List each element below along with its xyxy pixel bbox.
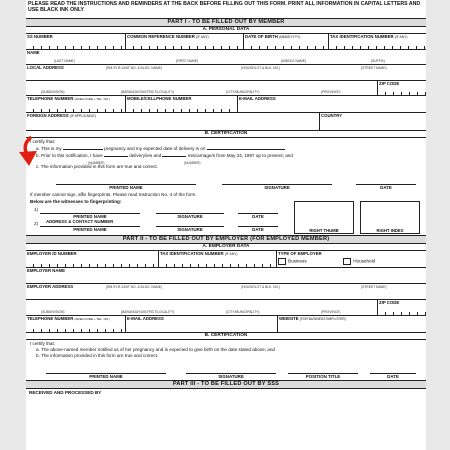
house-caption: (HOUSE/LOT & BLK. NO.): [241, 66, 281, 70]
employer-telephone-hint: (AREA CODE + TEL. NO.): [74, 317, 110, 321]
dob-label: DATE OF BIRTH: [245, 34, 278, 39]
witness-2-signature[interactable]: SIGNATURE: [156, 226, 224, 232]
contact-row: [26, 96, 426, 113]
employer-address-field[interactable]: [26, 284, 426, 299]
mobile-field[interactable]: [126, 96, 238, 112]
ss-number-boxes: [26, 46, 125, 49]
pregnancy-number-blank[interactable]: [63, 145, 103, 150]
line-a-end: pregnancy and my expected date of delivery is on: [104, 146, 206, 151]
household-checkbox[interactable]: [343, 258, 351, 265]
line-b-end: miscarriage/s from May 24, 1997 up to present; and: [187, 153, 293, 158]
witness-1-signature[interactable]: SIGNATURE: [156, 213, 224, 219]
employer-tin-label: TAX IDENTIFICATION NUMBER: [160, 251, 224, 256]
last-name-caption: (LAST NAME): [54, 59, 75, 63]
employer-type-options: [278, 258, 425, 265]
employer-rm-flr-caption: (RM./FLR./UNIT NO. & BLDG. NAME): [106, 285, 162, 289]
common-reference-field[interactable]: [126, 34, 244, 49]
employer-website-label: WEBSITE: [279, 316, 299, 321]
name-label: NAME: [27, 50, 40, 55]
employer-website-hint: (FOR BUSINESS EMPLOYER): [299, 317, 346, 321]
employer-signature-line[interactable]: SIGNATURE: [186, 373, 276, 379]
employer-email-field[interactable]: [126, 316, 278, 332]
date-of-birth-field[interactable]: [244, 34, 329, 49]
local-address-row[interactable]: [26, 65, 426, 81]
city-caption: (CITY/MUNICIPALITY): [226, 90, 260, 94]
part1-title: PART I - TO BE FILLED OUT BY MEMBER: [26, 18, 426, 27]
mobile-label: MOBILE/CELLPHONE NUMBER: [127, 96, 192, 101]
employer-name-row[interactable]: [26, 268, 426, 284]
local-address-label: LOCAL ADDRESS: [27, 65, 64, 70]
tin-field[interactable]: [329, 34, 426, 49]
employer-position-line[interactable]: POSITION TITLE: [288, 373, 358, 379]
telephone-field[interactable]: [26, 96, 126, 112]
employer-zip-label: ZIP CODE: [379, 300, 400, 305]
employer-address-field-2[interactable]: [26, 300, 378, 315]
middle-name-caption: (MIDDLE NAME): [281, 59, 307, 63]
business-label: Business: [288, 258, 307, 264]
deliveries-blank[interactable]: [104, 152, 128, 157]
household-label: Household: [353, 258, 376, 264]
employer-id-boxes: [26, 264, 158, 267]
employer-certify-text: I certify that:: [30, 341, 56, 346]
country-label: COUNTRY: [321, 113, 343, 118]
employer-house-caption: (HOUSE/LOT & BLK. NO.): [241, 285, 281, 289]
certify-text: I certify that:: [30, 139, 56, 144]
employer-id-field[interactable]: [26, 251, 159, 267]
date-line[interactable]: DATE: [356, 184, 416, 190]
common-reference-label: COMMON REFERENCE NUMBER: [127, 34, 195, 39]
employer-data-title: A. EMPLOYER DATA: [26, 244, 426, 251]
telephone-label: TELEPHONE NUMBER: [27, 96, 74, 101]
foreign-address-row: [26, 113, 426, 131]
employer-street-caption: (STREET NAME): [361, 285, 387, 289]
country-field[interactable]: [320, 113, 426, 130]
received-processed-label: RECEIVED AND PROCESSED BY: [29, 390, 102, 395]
certification-line-b: [26, 152, 426, 159]
witness-2-date[interactable]: DATE: [238, 226, 278, 232]
barangay-caption: (BARANGAY/DISTRICT/LOCALITY): [121, 90, 175, 94]
common-reference-boxes: [126, 46, 243, 49]
number-caption-2: (NUMBER): [184, 161, 201, 165]
employer-city-caption: (CITY/MUNICIPALITY): [226, 310, 260, 314]
dob-boxes: [244, 46, 328, 49]
foreign-address-field[interactable]: [26, 113, 320, 130]
witness-1-number: 1): [34, 207, 39, 212]
local-address-row-2[interactable]: [26, 81, 426, 96]
witnesses-text: Below are the witnesses to fingerprinting:: [30, 199, 122, 204]
employer-address-row[interactable]: [26, 284, 426, 300]
right-index-box[interactable]: [360, 201, 420, 234]
cannot-sign-text: If member cannot sign, affix fingerprints. Please read Instruction No. 4 of the form.: [30, 192, 197, 197]
part2-title: PART II - TO BE FILLED OUT BY EMPLOYER (FOR EMPLOYED MEMBER): [26, 236, 426, 244]
witness-1-printed-name[interactable]: PRINTED NAME: [40, 213, 140, 219]
line-b-mid: delivery/ies and: [129, 153, 162, 158]
certification-block: [26, 138, 426, 236]
common-reference-hint: (IF ANY): [196, 35, 209, 39]
mobile-boxes: [126, 109, 237, 112]
province-caption: (PROVINCE): [321, 90, 341, 94]
maternity-notification-form: [26, 0, 426, 450]
certification-line-a: [26, 145, 426, 152]
employer-id-label: EMPLOYER ID NUMBER: [27, 251, 77, 256]
employer-barangay-caption: (BARANGAY/DISTRICT/LOCALITY): [121, 310, 175, 314]
employer-subdivision-caption: (SUBDIVISION): [41, 310, 65, 314]
witness-1-date[interactable]: DATE: [238, 213, 278, 219]
rm-flr-caption: (RM./FLR./UNIT NO. & BLDG. NAME): [106, 66, 162, 70]
personal-data-title: A. PERSONAL DATA: [26, 27, 426, 34]
email-label: E-MAIL ADDRESS: [239, 96, 276, 101]
employer-tin-boxes: [159, 264, 276, 267]
employer-telephone-boxes: [26, 329, 125, 332]
subdivision-caption: (SUBDIVISION): [41, 90, 65, 94]
zip-code-label: ZIP CODE: [379, 81, 400, 86]
employer-website-field[interactable]: [278, 316, 426, 332]
employer-telephone-field[interactable]: [26, 316, 126, 332]
miscarriages-blank[interactable]: [162, 152, 186, 157]
zip-boxes: [378, 92, 426, 95]
employer-name-field[interactable]: [26, 268, 426, 283]
email-field[interactable]: [238, 96, 426, 112]
telephone-hint: (AREA CODE + TEL. NO.): [74, 97, 110, 101]
certification-title: B. CERTIFICATION: [26, 131, 426, 138]
line-a-start: a. This is my: [36, 146, 62, 151]
employer-type-field: [277, 251, 426, 267]
employer-certification-block: [26, 340, 426, 381]
witness-2-number: 2): [34, 221, 39, 226]
employer-certification-title: B. CERTIFICATION: [26, 333, 426, 340]
employer-name-label: EMPLOYER NAME: [27, 268, 65, 273]
business-checkbox[interactable]: [278, 258, 286, 265]
local-address-field-2[interactable]: [26, 81, 378, 95]
tin-hint: (IF ANY): [394, 35, 408, 39]
zip-code-field[interactable]: [378, 81, 426, 95]
dob-hint: (MMDDYYYY): [279, 35, 301, 39]
tin-label: TAX IDENTIFICATION NUMBER: [330, 34, 394, 39]
witness-2-printed-name[interactable]: PRINTED NAME: [40, 226, 140, 232]
local-address-field[interactable]: [26, 65, 426, 80]
foreign-address-hint: (IF APPLICABLE): [69, 114, 96, 118]
employer-telephone-label: TELEPHONE NUMBER: [27, 316, 74, 321]
name-row[interactable]: [26, 50, 426, 65]
red-arrow-icon: [10, 136, 50, 176]
right-thumb-box[interactable]: [294, 201, 354, 234]
instructions: PLEASE READ THE INSTRUCTIONS AND REMINDERS AT THE BACK BEFORE FILLING OUT THIS FORM. PRINT ALL INFORMATION IN CAPITAL LETTERS AND USE BLACK INK ONLY: [28, 1, 421, 14]
employer-zip-boxes: [378, 312, 426, 315]
employer-line-b: b. The information provided in this form are true and correct.: [36, 353, 159, 358]
suffix-caption: (SUFFIX): [371, 59, 385, 63]
expected-delivery-date-blank[interactable]: [207, 145, 285, 150]
telephone-boxes: [26, 109, 125, 112]
line-b-start: b. Prior to this notification, I have: [36, 153, 103, 158]
employer-address-label: EMPLOYER ADDRESS: [27, 284, 74, 289]
foreign-address-label: FOREIGN ADDRESS: [27, 113, 69, 118]
employer-line-a: a. The above-named member notified us of her pregnancy and is expected to give birth on the date stated above; and: [36, 347, 275, 352]
employer-contact-row: [26, 316, 426, 333]
employer-id-row: [26, 251, 426, 268]
employer-tin-field[interactable]: [159, 251, 277, 267]
part3-title: PART III - TO BE FILLED OUT BY SSS: [26, 381, 426, 389]
witness-1-address: ADDRESS & CONTACT NUMBER: [46, 219, 114, 224]
employer-address-row-2[interactable]: [26, 300, 426, 316]
ss-number-label: SS NUMBER: [27, 34, 53, 39]
certification-line-c: c. The information provided in this form are true and correct.: [36, 164, 158, 169]
employer-province-caption: (PROVINCE): [321, 310, 341, 314]
first-name-caption: (FIRST NAME): [176, 59, 199, 63]
id-row: [26, 34, 426, 50]
right-index-label: RIGHT INDEX: [376, 228, 404, 233]
signature-line[interactable]: SIGNATURE: [222, 184, 332, 190]
employer-date-line[interactable]: DATE: [370, 373, 416, 379]
street-caption: (STREET NAME): [361, 66, 387, 70]
employer-email-label: E-MAIL ADDRESS: [127, 316, 164, 321]
employer-type-label: TYPE OF EMPLOYER: [278, 251, 322, 256]
printed-name-line[interactable]: PRINTED NAME: [56, 184, 196, 190]
employer-tin-hint: (IF ANY): [224, 252, 238, 256]
ss-number-field[interactable]: [26, 34, 126, 49]
name-field[interactable]: [26, 50, 426, 64]
employer-zip-field[interactable]: [378, 300, 426, 315]
tin-boxes: [329, 46, 426, 49]
employer-printed-name-line[interactable]: PRINTED NAME: [46, 373, 166, 379]
right-thumb-label: RIGHT THUMB: [309, 228, 339, 233]
number-caption-1: (NUMBER): [88, 161, 105, 165]
